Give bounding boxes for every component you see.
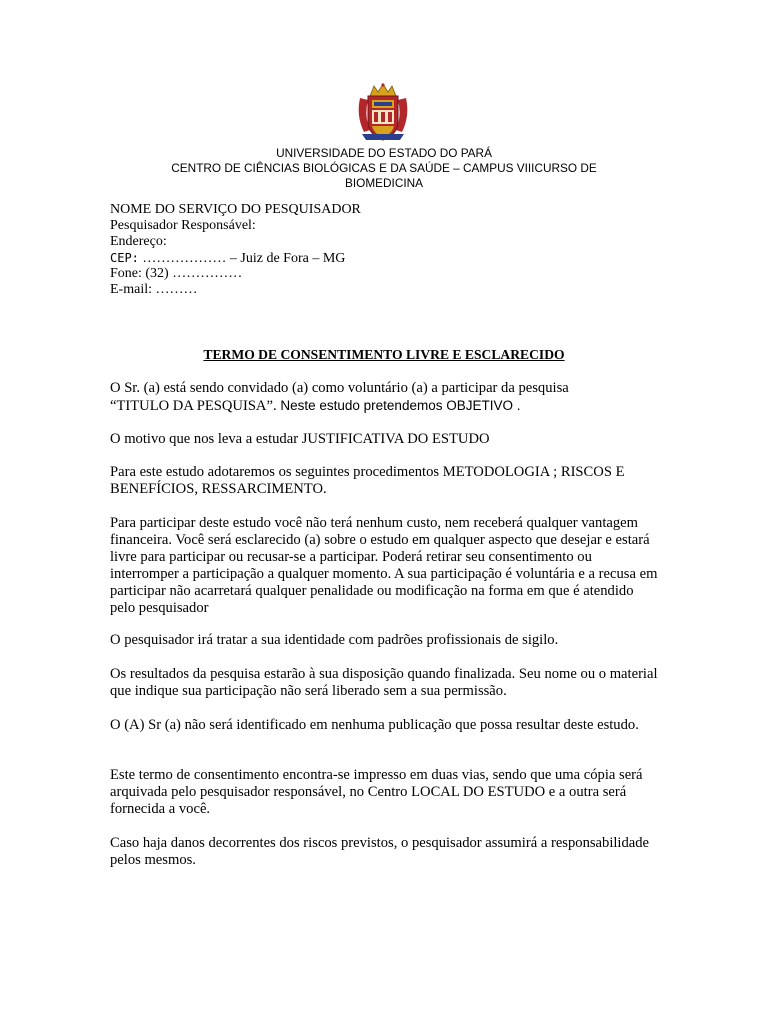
researcher-responsible-label: Pesquisador Responsável: — [110, 218, 256, 233]
cep-label: CEP: — [110, 251, 139, 265]
email-line — [110, 282, 670, 298]
cep-line — [110, 250, 670, 267]
research-title-placeholder: “TITULO DA PESQUISA”. — [110, 398, 277, 414]
phone-dots: …………… — [168, 266, 243, 281]
cep-city: – Juiz de Fora – MG — [229, 251, 346, 266]
document-title: TERMO DE CONSENTIMENTO LIVRE E ESCLARECIDO — [203, 347, 565, 362]
paragraph-participation: Para participar deste estudo você não terá nenhum custo, nem receberá qualquer vantagem financeira. Você será esclarecido (a) sobre o estudo em qualquer aspecto que desejar e estará livre para participar ou recusar-se a participar. Poderá retirar seu consentimento ou interromper a participação a qualquer momento. A sua participação é voluntária e a recusa em participar não acarretará qualquer penalidade ou modificação na forma em que é atendido pelo pesquisador — [110, 515, 658, 616]
email-label: E-mail: — [110, 282, 152, 297]
paragraph-methodology: Para este estudo adotaremos os seguintes procedimentos METODOLOGIA ; RISCOS E BENEFÍCIOS, RESSARCIMENTO. — [110, 464, 625, 497]
paragraph-damages: Caso haja danos decorrentes dos riscos previstos, o pesquisador assumirá a responsabilidade pelos mesmos. — [110, 835, 650, 868]
header-center-name: CENTRO DE CIÊNCIAS BIOLÓGICAS E DA SAÚDE – CAMPUS VIIICURSO DE — [171, 161, 597, 175]
objective-text: Neste estudo pretendemos OBJETIVO . — [276, 398, 521, 413]
paragraph-results: Os resultados da pesquisa estarão à sua disposição quando finalizada. Seu nome ou o material que indique sua participação não será liberado sem a sua permissão. — [110, 666, 658, 699]
paragraph-copies: Este termo de consentimento encontra-se impresso em duas vias, sendo que uma cópia será arquivada pelo pesquisador responsável, no Centro LOCAL DO ESTUDO e a outra será fornecida a você. — [110, 767, 643, 817]
university-crest-logo — [352, 82, 414, 144]
paragraph-invitation — [110, 380, 662, 415]
researcher-service-name: NOME DO SERVIÇO DO PESQUISADOR — [110, 202, 361, 217]
header-course-name: BIOMEDICINA — [345, 176, 423, 190]
paragraph-anonymity: O (A) Sr (a) não será identificado em nenhuma publicação que possa resultar deste estudo. — [110, 717, 639, 733]
invitation-text: O Sr. (a) está sendo convidado (a) como voluntário (a) a participar da pesquisa — [110, 380, 569, 396]
phone-line — [110, 266, 670, 282]
cep-dots: ……………… — [138, 251, 230, 266]
phone-label: Fone: (32) — [110, 266, 169, 281]
paragraph-justification: O motivo que nos leva a estudar JUSTIFICATIVA DO ESTUDO — [110, 431, 490, 447]
address-label: Endereço: — [110, 234, 167, 249]
email-dots: ……… — [152, 282, 198, 297]
paragraph-confidentiality: O pesquisador irá tratar a sua identidade com padrões profissionais de sigilo. — [110, 632, 559, 648]
header-university-name: UNIVERSIDADE DO ESTADO DO PARÁ — [276, 146, 492, 160]
